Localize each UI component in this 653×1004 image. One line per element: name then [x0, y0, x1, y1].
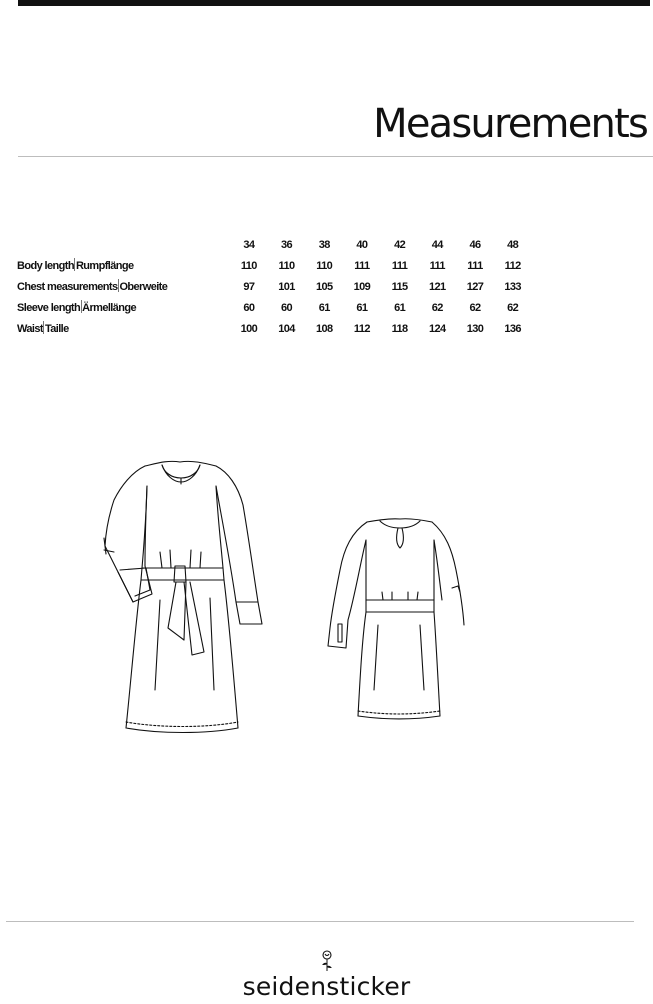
table-cell: 121	[429, 281, 446, 293]
size-header: 42	[394, 238, 406, 251]
table-cell: 110	[240, 260, 257, 272]
size-header: 44	[431, 238, 443, 251]
table-cell: 97	[243, 281, 255, 293]
belt-tie-left	[168, 582, 186, 640]
size-header: 46	[469, 238, 481, 251]
row-label-en: Sleeve length	[17, 302, 81, 314]
row-label-en: Body length	[17, 260, 74, 272]
size-header: 36	[281, 238, 293, 251]
back-skirt-right	[434, 612, 440, 716]
back-shoulder-line	[367, 519, 432, 522]
table-cell: 133	[504, 281, 521, 293]
back-sleeve-right	[432, 522, 464, 625]
table-cell: 105	[315, 281, 333, 293]
size-header: 48	[507, 238, 519, 251]
table-cell: 100	[240, 323, 258, 335]
back-keyhole	[397, 528, 404, 548]
table-cell: 118	[391, 323, 408, 335]
table-cell: 62	[431, 302, 443, 314]
row-label-de: Oberweite	[119, 281, 168, 293]
table-cell: 61	[394, 302, 406, 314]
table-cell: 108	[315, 323, 333, 335]
table-cell: 101	[278, 281, 295, 293]
back-sleeve-left-inner	[348, 540, 366, 620]
brand-name: seidensticker	[242, 972, 411, 1001]
table-cell: 112	[504, 260, 521, 272]
table-cell: 62	[469, 302, 481, 314]
table-cell: 61	[318, 302, 330, 314]
back-gathers	[382, 592, 418, 600]
bodice-gathers	[160, 550, 201, 568]
skirt-hem	[126, 728, 238, 733]
sleeve-left-outline	[105, 466, 145, 546]
cuff-right	[236, 602, 262, 624]
brand-logo	[0, 950, 653, 1002]
table-cell: 136	[504, 323, 521, 335]
table-cell: 110	[278, 260, 295, 272]
size-header: 38	[318, 238, 330, 251]
table-cell: 110	[316, 260, 333, 272]
back-sleeve-arrow	[452, 586, 460, 592]
back-skirt-folds	[374, 625, 424, 690]
size-header: 40	[356, 238, 368, 251]
dress-front-drawing	[104, 461, 262, 732]
table-cell: 111	[391, 260, 408, 272]
back-hem-stitch	[358, 711, 440, 714]
belt-tie-right	[184, 582, 204, 655]
hem-stitch	[126, 722, 238, 727]
back-skirt-hem	[358, 716, 440, 719]
rose-icon	[320, 950, 334, 972]
back-skirt-left	[358, 612, 366, 716]
sleeve-right-inner	[216, 486, 236, 602]
table-cell: 61	[356, 302, 368, 314]
back-neckline	[380, 521, 420, 528]
table-cell: 111	[354, 260, 370, 272]
dress-back-drawing	[328, 519, 464, 719]
shoulder-line	[145, 461, 216, 466]
table-cell: 124	[429, 323, 446, 335]
page-title: Measurements	[373, 101, 647, 147]
row-label-de: Ärmellänge	[82, 302, 137, 314]
back-sleeve-left	[330, 522, 367, 628]
sleeve-right-outline	[216, 466, 258, 602]
neckline-inner	[162, 465, 200, 478]
back-sleeve-right-inner	[434, 540, 442, 600]
footer-divider	[6, 921, 634, 922]
bodice-right-side	[216, 486, 223, 568]
table-cell: 60	[243, 302, 255, 314]
row-label-en: Chest measurements	[17, 281, 118, 293]
table-cell: 109	[353, 281, 371, 293]
table-cell: 127	[466, 281, 484, 293]
table-cell: 111	[467, 260, 483, 272]
row-label-en: Waist	[17, 323, 43, 335]
table-cell: 130	[466, 323, 484, 335]
table-cell: 104	[278, 323, 295, 335]
table-cell: 111	[429, 260, 445, 272]
row-label-de: Taille	[44, 323, 69, 335]
waist-belt	[141, 568, 224, 580]
row-label-de: Rumpflänge	[75, 260, 134, 272]
table-cell: 62	[507, 302, 519, 314]
back-cuff-slit	[338, 624, 342, 642]
table-cell: 115	[391, 281, 408, 293]
table-cell: 112	[353, 323, 370, 335]
size-header: 34	[243, 238, 255, 251]
back-belt	[366, 600, 434, 612]
table-cell: 60	[281, 302, 293, 314]
